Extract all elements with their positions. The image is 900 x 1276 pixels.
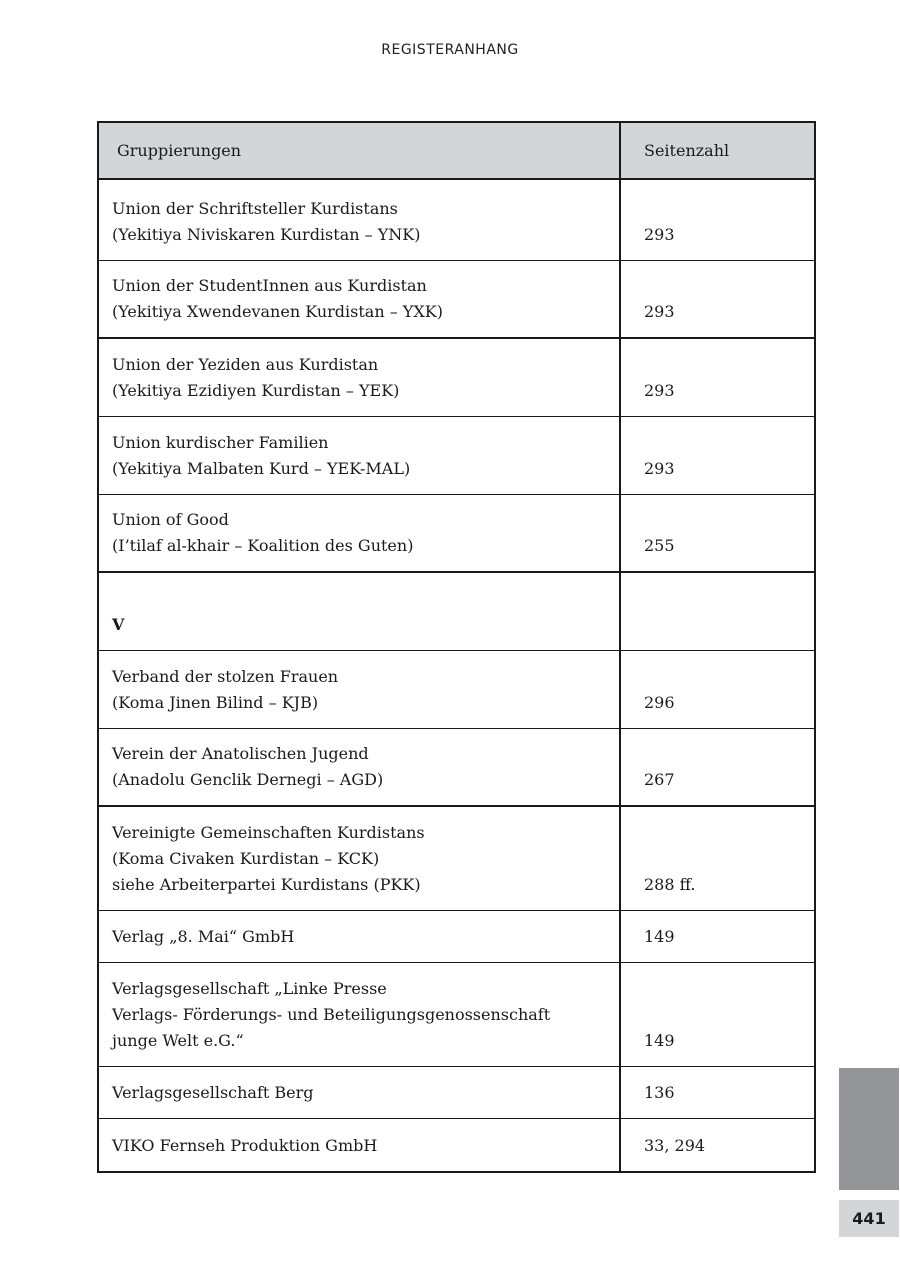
page-reference-cell: 288 ff. bbox=[620, 806, 815, 910]
group-name-line: (Yekitiya Niviskaren Kurdistan – YNK) bbox=[112, 224, 421, 244]
group-name-line: VIKO Fernseh Produktion GmbH bbox=[112, 1136, 378, 1155]
group-name-line: (Yekitiya Ezidiyen Kurdistan – YEK) bbox=[112, 380, 400, 400]
page-number: 441 bbox=[839, 1200, 899, 1237]
group-name-line: Verlagsgesellschaft Berg bbox=[112, 1082, 314, 1102]
table-row bbox=[98, 910, 815, 962]
group-name-line: junge Welt e.G.“ bbox=[112, 1030, 244, 1050]
group-name-line: Union der Schriftsteller Kurdistans bbox=[112, 198, 398, 218]
group-name-line: Vereinigte Gemeinschaften Kurdistans bbox=[112, 822, 425, 842]
table-row bbox=[98, 179, 815, 260]
group-name-line: (Yekitiya Malbaten Kurd – YEK-MAL) bbox=[112, 458, 411, 478]
page-reference-cell: 293 bbox=[620, 260, 815, 338]
table-row bbox=[98, 806, 815, 910]
group-name-line: (I’tilaf al-khair – Koalition des Guten) bbox=[112, 536, 414, 555]
group-name-cell bbox=[98, 1118, 620, 1172]
group-name-line: Union of Good bbox=[112, 510, 229, 529]
table-row bbox=[98, 494, 815, 572]
running-head: REGISTERANHANG bbox=[381, 42, 519, 58]
group-name-cell bbox=[98, 416, 620, 494]
table-row bbox=[98, 1118, 815, 1172]
table-row bbox=[98, 962, 815, 1066]
group-name-cell bbox=[98, 260, 620, 338]
column-header-page: Seitenzahl bbox=[620, 122, 815, 179]
group-name-line: Union der StudentInnen aus Kurdistan bbox=[112, 276, 427, 295]
group-name-line: Verlags- Förderungs- und Beteiligungsgenossenschaft bbox=[112, 1004, 551, 1024]
thumb-index-tab bbox=[839, 1068, 899, 1190]
group-name-line: (Koma Jinen Bilind – KJB) bbox=[112, 692, 319, 712]
group-name-line: Verlag „8. Mai“ GmbH bbox=[112, 926, 295, 946]
column-header-groups: Gruppierungen bbox=[98, 122, 620, 179]
table-row bbox=[98, 650, 815, 728]
table-header-row bbox=[98, 122, 815, 179]
group-name-cell bbox=[98, 494, 620, 572]
table-body bbox=[98, 179, 815, 1172]
page-reference-cell: 296 bbox=[620, 650, 815, 728]
group-name-line: (Yekitiya Xwendevanen Kurdistan – YXK) bbox=[112, 302, 443, 321]
group-name-line: Union kurdischer Familien bbox=[112, 432, 329, 452]
group-name-cell bbox=[98, 179, 620, 260]
section-letter bbox=[98, 572, 620, 650]
group-name-line: Verband der stolzen Frauen bbox=[112, 666, 339, 686]
group-name-line: V bbox=[112, 614, 125, 634]
group-name-line: Verlagsgesellschaft „Linke Presse bbox=[112, 978, 387, 998]
group-name-cell bbox=[98, 806, 620, 910]
group-name-cell bbox=[98, 728, 620, 806]
group-name-cell bbox=[98, 338, 620, 416]
group-name-cell bbox=[98, 910, 620, 962]
table-row bbox=[98, 338, 815, 416]
table-row bbox=[98, 1066, 815, 1118]
table-row bbox=[98, 260, 815, 338]
group-name-line: siehe Arbeiterpartei Kurdistans (PKK) bbox=[112, 874, 421, 894]
group-name-line: Verein der Anatolischen Jugend bbox=[112, 744, 369, 763]
page-reference-cell: 149 bbox=[620, 962, 815, 1066]
page-reference-cell: 33, 294 bbox=[644, 1136, 706, 1155]
table-row bbox=[98, 572, 815, 650]
table-row bbox=[98, 416, 815, 494]
register-table bbox=[97, 121, 816, 1173]
group-name-line: (Koma Civaken Kurdistan – KCK) bbox=[112, 848, 380, 868]
group-name-cell bbox=[98, 1066, 620, 1118]
group-name-line: (Anadolu Genclik Dernegi – AGD) bbox=[112, 770, 384, 789]
page-reference-cell: 293 bbox=[620, 338, 815, 416]
page-reference-cell: 293 bbox=[620, 179, 815, 260]
page-reference-cell: 267 bbox=[620, 728, 815, 806]
page-reference-cell bbox=[620, 572, 815, 650]
table-row bbox=[98, 728, 815, 806]
page-reference-cell: 136 bbox=[620, 1066, 815, 1118]
group-name-line: Union der Yeziden aus Kurdistan bbox=[112, 354, 379, 374]
page-reference-cell: 255 bbox=[620, 494, 815, 572]
group-name-cell bbox=[98, 962, 620, 1066]
page-reference-cell: 149 bbox=[620, 910, 815, 962]
group-name-cell bbox=[98, 650, 620, 728]
page-reference-cell: 293 bbox=[620, 416, 815, 494]
